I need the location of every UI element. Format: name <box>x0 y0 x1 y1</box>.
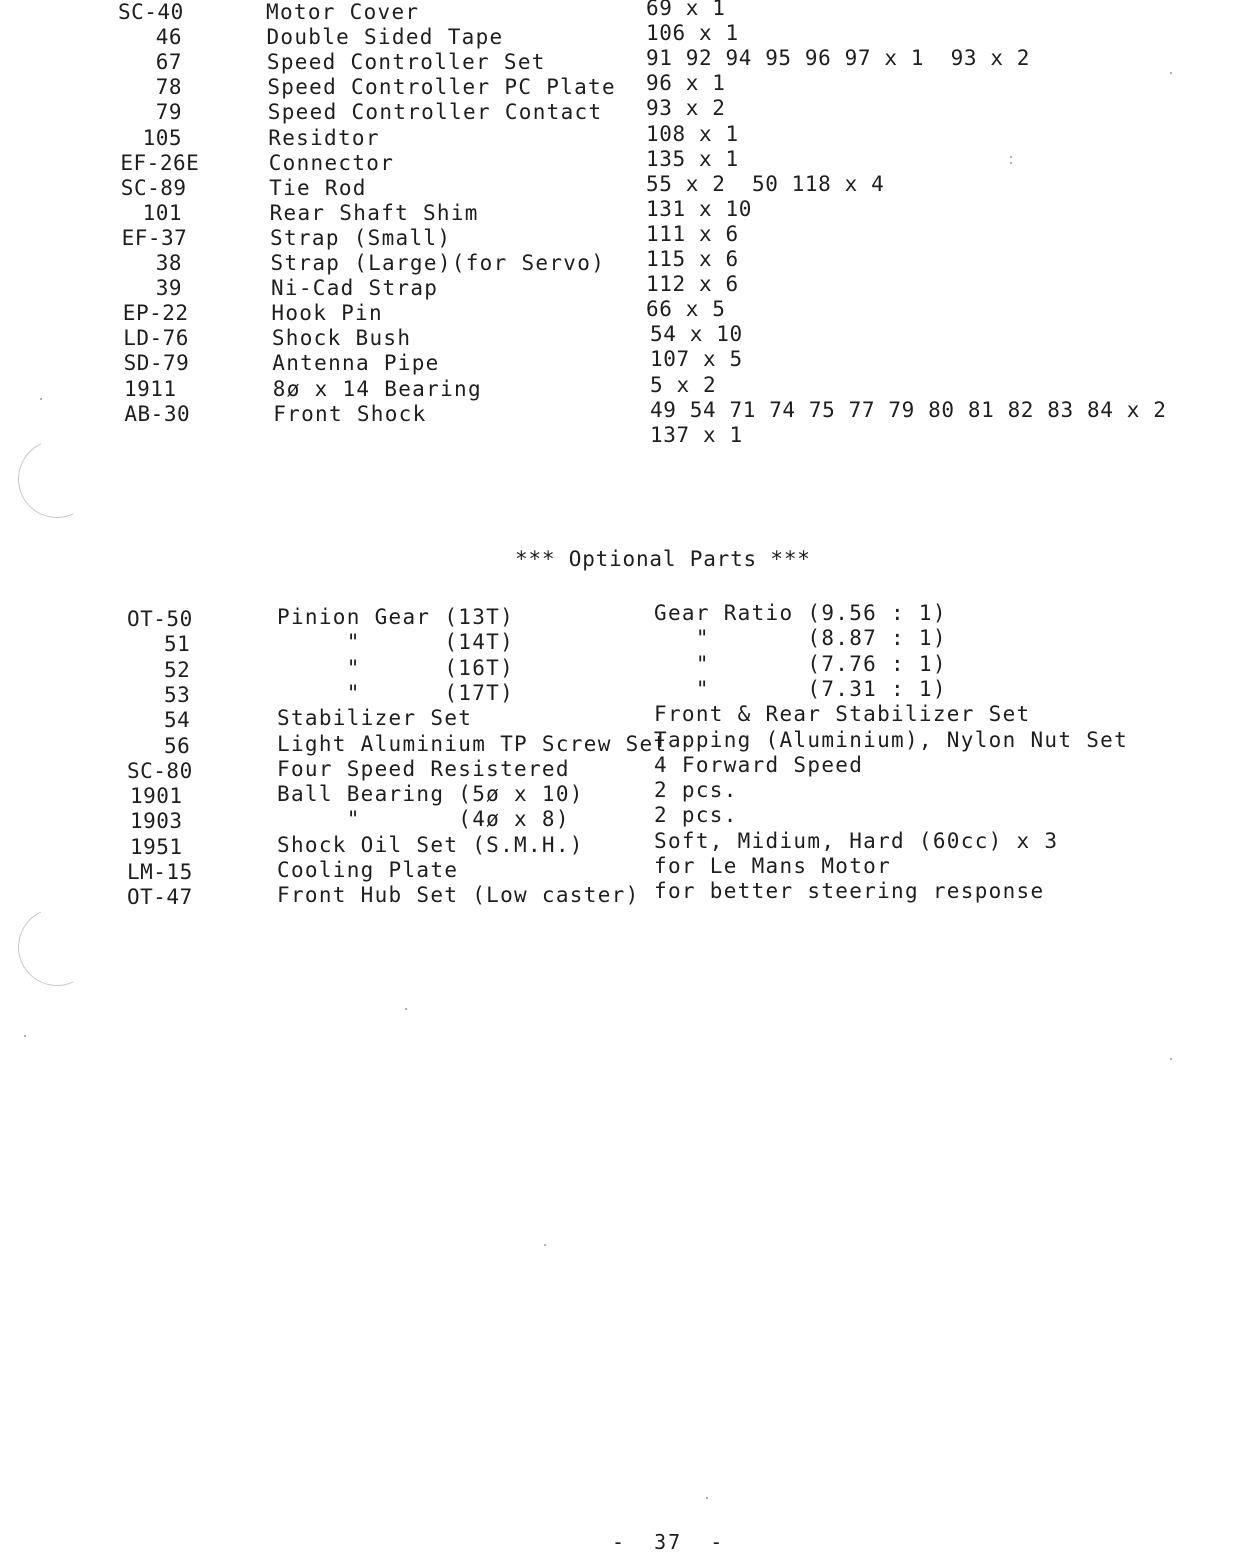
optional-part-note: for better steering response <box>654 879 1045 903</box>
part-code: 1911 <box>124 377 177 401</box>
part-code: 105 <box>142 126 182 150</box>
page-number: - 37 - <box>612 1530 725 1554</box>
optional-part-note: Front & Rear Stabilizer Set <box>654 702 1031 726</box>
punch-hole-mark <box>7 897 107 997</box>
scan-speck <box>24 1035 26 1037</box>
part-reference: 5 x 2 <box>650 373 717 397</box>
scan-speck <box>1010 162 1012 164</box>
optional-part-note: for Le Mans Motor <box>654 854 892 878</box>
part-description: 8ø x 14 Bearing <box>272 377 482 401</box>
optional-part-code: 52 <box>164 658 191 682</box>
part-reference: 111 x 6 <box>646 222 739 246</box>
part-code: 79 <box>155 100 182 124</box>
part-reference: 55 x 2 50 118 x 4 <box>646 172 885 196</box>
optional-part-description: Four Speed Resistered <box>277 757 570 781</box>
part-description: Tie Rod <box>269 176 367 200</box>
part-description: Hook Pin <box>271 301 383 325</box>
part-reference: 106 x 1 <box>646 21 739 45</box>
part-reference: 49 54 71 74 75 77 79 80 81 82 83 84 x 2 <box>650 398 1167 422</box>
optional-part-note: 2 pcs. <box>654 803 738 827</box>
optional-part-note: Gear Ratio (9.56 : 1) <box>654 601 947 625</box>
scan-speck <box>1010 156 1012 158</box>
scan-speck <box>1170 72 1172 74</box>
optional-part-note: " (8.87 : 1) <box>654 626 947 650</box>
scan-speck <box>706 1497 708 1499</box>
optional-part-description: Front Hub Set (Low caster) <box>277 883 640 907</box>
optional-part-description: Ball Bearing (5ø x 10) <box>277 782 584 806</box>
part-reference: 96 x 1 <box>646 71 726 95</box>
optional-part-description: Shock Oil Set (S.M.H.) <box>277 833 584 857</box>
optional-part-note: " (7.76 : 1) <box>654 652 947 676</box>
optional-part-code: 53 <box>164 683 191 707</box>
part-code: EF-37 <box>121 226 188 250</box>
part-code: 38 <box>155 251 182 275</box>
optional-part-code: 1903 <box>130 809 183 833</box>
part-description: Front Shock <box>273 402 427 426</box>
part-code: LD-76 <box>123 326 189 350</box>
optional-part-description: " (4ø x 8) <box>277 807 570 831</box>
part-description: Ni-Cad Strap <box>270 276 439 300</box>
optional-part-description: " (14T) <box>277 630 515 654</box>
part-reference: 107 x 5 <box>650 347 743 371</box>
part-code: AB-30 <box>124 402 191 426</box>
part-description: Strap (Large)(for Servo) <box>270 251 606 275</box>
part-description: Motor Cover <box>266 0 420 24</box>
part-code: EF-26E <box>120 151 200 175</box>
optional-part-description: " (17T) <box>277 681 515 705</box>
part-description: Strap (Small) <box>270 226 452 250</box>
part-reference: 91 92 94 95 96 97 x 1 93 x 2 <box>646 46 1031 70</box>
scan-speck <box>40 398 42 400</box>
part-description: Rear Shaft Shim <box>269 201 479 225</box>
part-reference: 115 x 6 <box>646 247 739 271</box>
part-description: Speed Controller Contact <box>267 100 603 124</box>
part-reference: 112 x 6 <box>646 272 739 296</box>
part-reference: 93 x 2 <box>646 96 726 120</box>
optional-part-code: LM-15 <box>127 860 193 884</box>
optional-part-note: " (7.31 : 1) <box>654 677 947 701</box>
part-code: EP-22 <box>122 301 189 325</box>
optional-part-description: " (16T) <box>277 656 515 680</box>
optional-part-code: 54 <box>164 708 191 732</box>
optional-part-note: Soft, Midium, Hard (60cc) x 3 <box>654 829 1059 853</box>
part-description: Connector <box>268 151 395 175</box>
optional-part-code: 1901 <box>130 784 183 808</box>
part-description: Speed Controller PC Plate <box>267 75 616 99</box>
optional-part-code: 1951 <box>130 835 183 859</box>
part-description: Double Sided Tape <box>266 25 504 49</box>
part-reference: 108 x 1 <box>646 122 739 146</box>
optional-part-description: Stabilizer Set <box>277 706 473 730</box>
part-description: Residtor <box>268 126 380 150</box>
part-reference: 66 x 5 <box>646 297 726 321</box>
optional-part-code: OT-50 <box>127 607 193 631</box>
optional-part-code: 51 <box>164 632 191 656</box>
optional-part-description: Light Aluminium TP Screw Set <box>277 732 668 756</box>
optional-part-note: 4 Forward Speed <box>654 753 864 777</box>
part-reference: 131 x 10 <box>646 197 752 221</box>
part-code: 67 <box>155 50 182 74</box>
optional-part-note: 2 pcs. <box>654 778 738 802</box>
part-reference: 54 x 10 <box>650 322 743 346</box>
part-code: 39 <box>155 276 182 300</box>
optional-parts-heading: *** Optional Parts *** <box>515 547 811 571</box>
part-description: Shock Bush <box>271 326 412 350</box>
optional-part-code: SC-80 <box>127 759 193 783</box>
optional-part-code: OT-47 <box>127 885 193 909</box>
part-description: Antenna Pipe <box>272 351 440 375</box>
punch-hole-mark <box>7 429 107 529</box>
part-reference: 69 x 1 <box>646 0 726 20</box>
part-code: SC-40 <box>118 0 184 24</box>
optional-part-description: Pinion Gear (13T) <box>277 605 515 629</box>
part-reference: 137 x 1 <box>650 423 743 447</box>
part-code: SD-79 <box>123 351 190 375</box>
scan-speck <box>544 1244 546 1246</box>
part-reference: 135 x 1 <box>646 147 739 171</box>
part-code: 46 <box>155 25 182 49</box>
scan-speck <box>405 1008 407 1010</box>
optional-part-note: Tapping (Aluminium), Nylon Nut Set <box>654 728 1129 752</box>
part-code: SC-89 <box>120 176 187 200</box>
part-code: 101 <box>142 201 182 225</box>
part-code: 78 <box>155 75 182 99</box>
part-description: Speed Controller Set <box>266 50 546 74</box>
scan-speck <box>1170 1058 1172 1060</box>
optional-part-code: 56 <box>164 734 191 758</box>
optional-part-description: Cooling Plate <box>277 858 459 882</box>
